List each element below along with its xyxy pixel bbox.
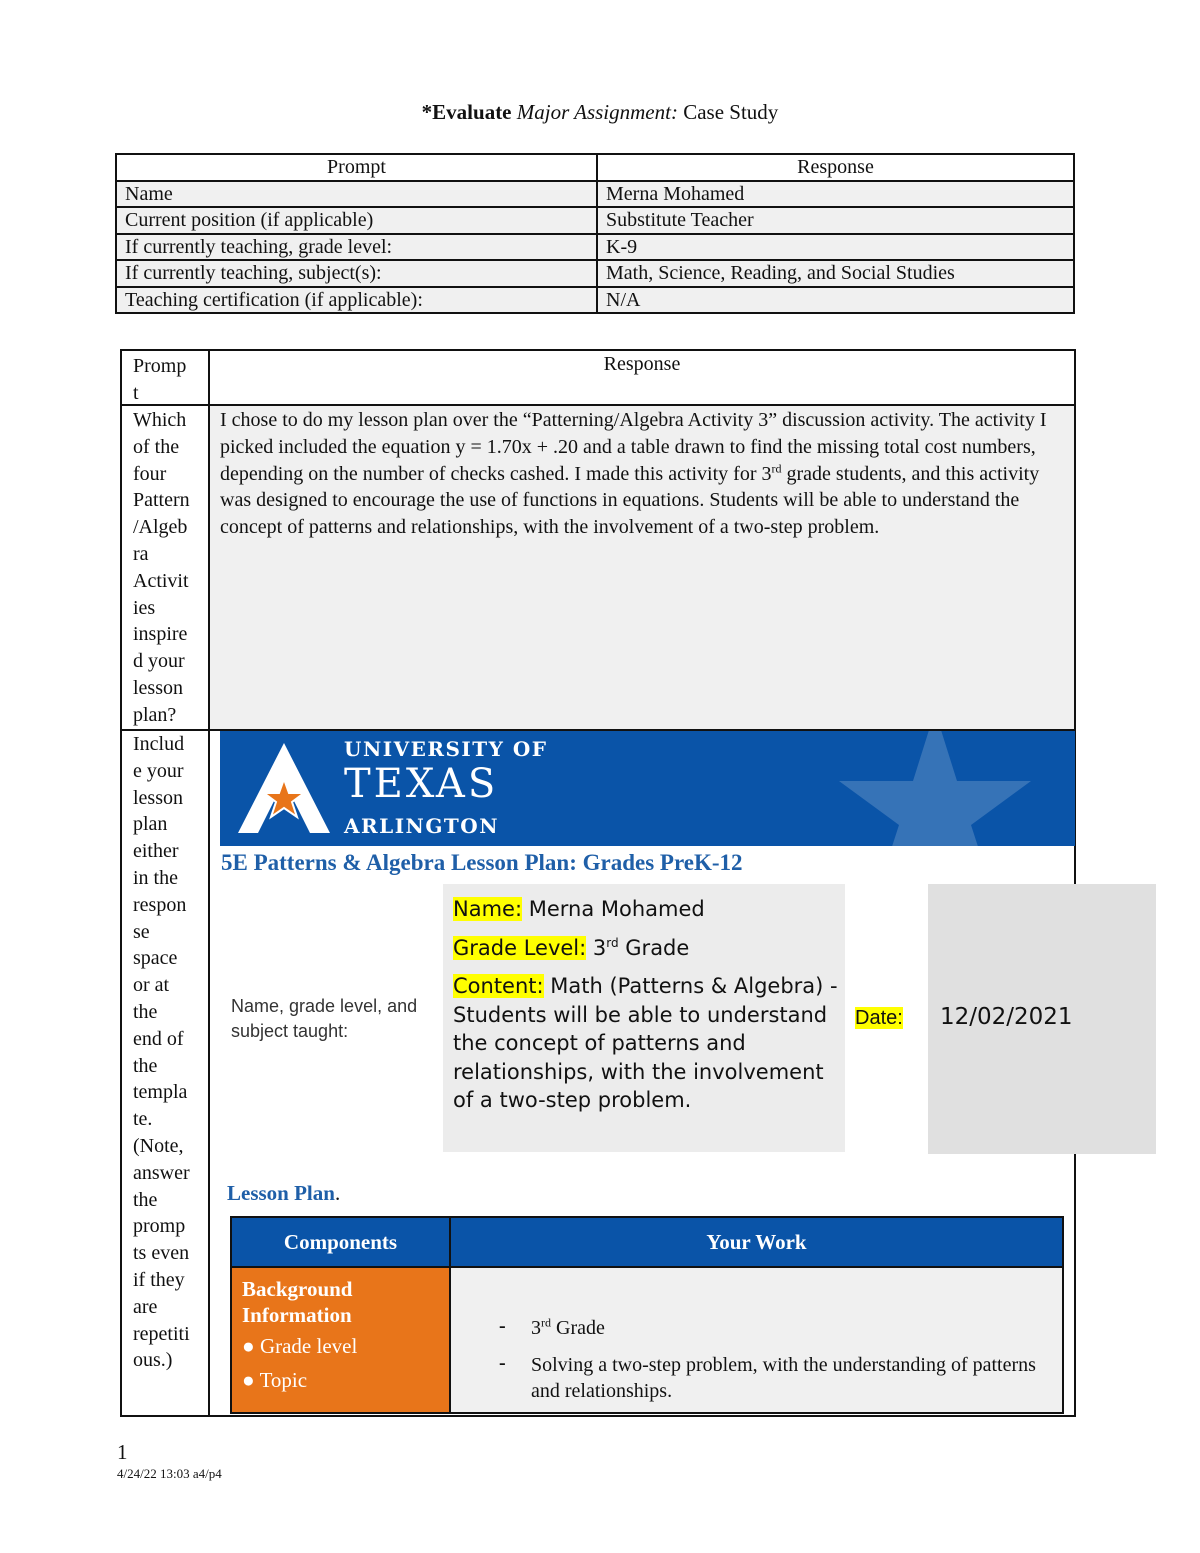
row-label: Name [116,181,597,208]
background-information-cell [232,1268,451,1412]
prompt-question-1: Which of the four Pattern /Algeb ra Activit ies inspire d your lesson plan? [133,409,190,726]
background-information-title: Background Information [242,1277,353,1327]
work-item-1: 3rd Grade [531,1315,605,1339]
name-grade-subject-label: Name, grade level, and subject taught: [231,996,418,1041]
banner-line-3: ARLINGTON [344,814,500,838]
row-label: If currently teaching, grade level: [116,234,597,261]
date-value: 12/02/2021 [940,1004,1073,1030]
university-banner [220,731,1075,846]
column-divider [208,349,210,1415]
your-work-cell [451,1268,1062,1412]
banner-line-1: UNIVERSITY OF [344,737,548,761]
page-number: 1 [117,1440,128,1464]
banner-line-2: TEXAS [344,761,499,807]
lesson-plan-section-label: Lesson Plan. [227,1181,341,1205]
document-title: *Evaluate Major Assignment: Case Study [421,100,779,124]
main-header-prompt: Promp t [133,355,187,404]
dash-bullet: - [499,1315,506,1337]
row-value: N/A [597,287,1074,314]
prompt-question-2: Includ e your lesson plan either in the respon se space or at the end of the templa te. (Note, answer the promp ts even if they are repetiti ous.) [133,733,190,1372]
row-value: Substitute Teacher [597,207,1074,234]
lesson-plan-table [230,1216,1064,1414]
info-content-row: Content: Math (Patterns & Algebra) - Students will be able to understand the concept of patterns and relationships, with the involvement of a two-step problem. [453,974,838,1112]
date-label: Date: [855,1007,903,1029]
table-row [116,207,1074,234]
bullet-icon: ● [242,1368,255,1392]
info-name-row: Name: Merna Mohamed [453,897,705,921]
row-label: Current position (if applicable) [116,207,597,234]
table-row [116,234,1074,261]
row-label: Teaching certification (if applicable): [116,287,597,314]
table-row [116,260,1074,287]
your-work-header: Your Work [451,1218,1062,1266]
components-header: Components [232,1218,451,1266]
row-divider [120,404,1076,406]
main-header-response: Response [603,353,681,375]
row-value: K-9 [597,234,1074,261]
bullet-item: ● Topic [242,1368,308,1392]
table-row [116,181,1074,208]
header-prompt: Prompt [116,154,597,181]
print-stamp: 4/24/22 13:03 a4/p4 [117,1466,222,1481]
star-watermark-icon [835,731,1035,846]
row-value: Math, Science, Reading, and Social Studies [597,260,1074,287]
dash-bullet: - [499,1352,506,1374]
work-item-2: Solving a two-step problem, with the understanding of patterns and relationships. [531,1354,1036,1402]
table-row [116,287,1074,314]
header-response: Response [597,154,1074,181]
response-answer-1: I chose to do my lesson plan over the “Patterning/Algebra Activity 3” discussion activity. The activity I picked included the equation y = 1.70x + .20 and a table drawn to find the missing total cost numbers, depending on the number of checks cashed. I made this activity for 3rd grade students, and this activity was designed to encourage the use of functions in equations. Students will be able to understand the concept of patterns and relationships, with the involvement of a two-step problem. [220,409,1047,539]
bullet-icon: ● [242,1334,255,1358]
teacher-info [453,895,838,1125]
lesson-plan-title: 5E Patterns & Algebra Lesson Plan: Grades PreK-12 [221,850,743,875]
bullet-item: ● Grade level [242,1334,358,1358]
row-value: Merna Mohamed [597,181,1074,208]
uta-logo-icon [234,741,334,837]
table-row [116,154,1074,181]
info-table [115,153,1075,314]
info-grade-row: Grade Level: 3rd Grade [453,935,690,960]
row-label: If currently teaching, subject(s): [116,260,597,287]
